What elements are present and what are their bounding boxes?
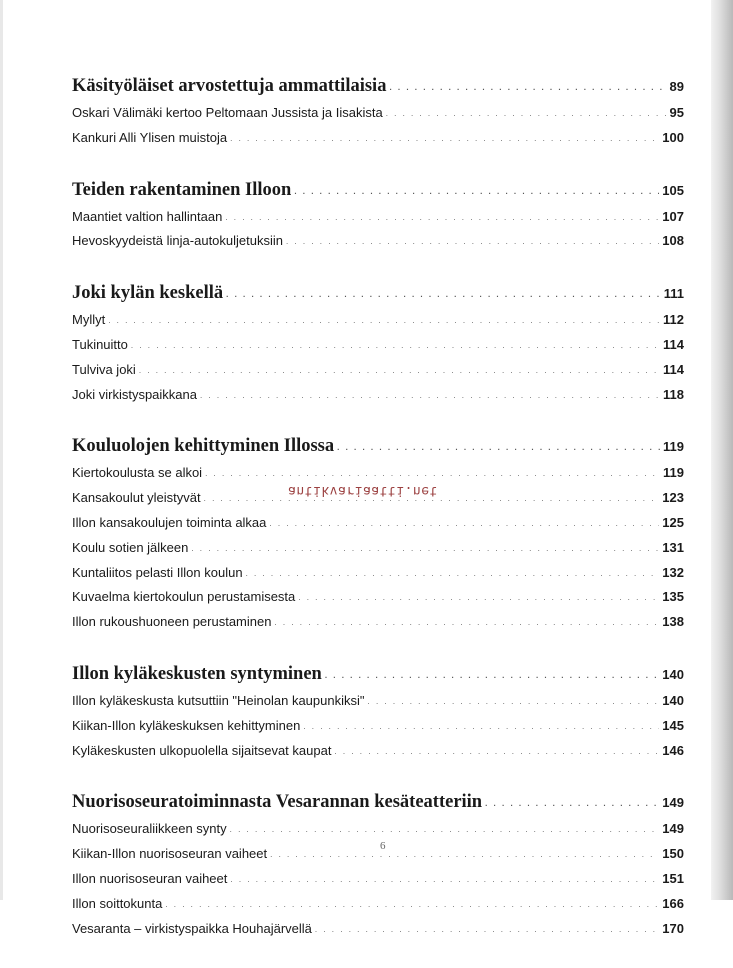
dot-leader [246, 563, 660, 586]
dot-leader [334, 741, 659, 764]
entry-title: Kiertokoulusta se alkoi [72, 465, 203, 481]
page-ref: 108 [662, 233, 684, 249]
chapter-heading [72, 74, 684, 101]
toc-entry [72, 334, 684, 359]
page-ref: 135 [662, 589, 684, 605]
page-ref: 140 [662, 692, 684, 708]
chapter-title: Kouluolojen kehittyminen Illossa [72, 436, 335, 457]
entry-title: Kuvaelma kiertokoulun perustamisesta [72, 589, 296, 605]
toc-entry [72, 893, 684, 918]
entry-title: Nuorisoseuraliikkeen synty [72, 821, 227, 837]
dot-leader [269, 513, 659, 536]
book-spine-shadow [711, 0, 733, 900]
page-ref: 107 [662, 208, 684, 224]
dot-leader [485, 792, 659, 816]
dot-leader [131, 335, 660, 358]
toc-entry [72, 818, 684, 843]
page-ref: 125 [662, 514, 684, 530]
entry-title: Kiikan-Illon nuorisoseuran vaiheet [72, 846, 268, 862]
entry-title: Illon rukoushuoneen perustaminen [72, 614, 272, 630]
toc-entry [72, 562, 684, 587]
dot-leader [230, 869, 659, 892]
entry-title: Illon soittokunta [72, 895, 163, 911]
page-ref: 95 [669, 105, 684, 120]
dot-leader [225, 207, 659, 230]
dot-leader [325, 664, 659, 688]
page-ref: 119 [663, 439, 684, 455]
entry-title: Oskari Välimäki kertoo Peltomaan Jussista ja Iisakista [72, 105, 383, 120]
dot-leader [286, 231, 659, 254]
toc-section [72, 434, 684, 636]
page-ref: 170 [662, 920, 684, 936]
chapter-heading [72, 662, 684, 689]
dot-leader [315, 919, 659, 942]
toc-entry [72, 384, 684, 409]
entry-title: Kyläkeskusten ulkopuolella sijaitsevat kaupat [72, 742, 332, 758]
toc-entry [72, 206, 684, 231]
entry-title: Maantiet valtion hallintaan [72, 208, 223, 224]
dot-leader [191, 538, 659, 561]
page-ref: 146 [662, 742, 684, 758]
toc-entry [72, 611, 684, 636]
entry-title: Hevoskyydeistä linja-autokuljetuksiin [72, 233, 283, 249]
toc-section [72, 74, 684, 152]
toc-entry [72, 843, 684, 868]
toc-entry [72, 230, 684, 255]
page-ref: 131 [662, 539, 684, 555]
toc-entry [72, 127, 684, 152]
page-ref: 119 [663, 465, 684, 481]
dot-leader [108, 310, 660, 333]
page-ref: 150 [662, 846, 684, 862]
dot-leader [139, 360, 660, 383]
chapter-heading [72, 178, 684, 205]
dot-leader [274, 612, 659, 635]
page-ref: 118 [663, 386, 684, 402]
chapter-title: Teiden rakentaminen Illoon [72, 179, 292, 200]
entry-title: Illon kyläkeskusta kutsuttiin "Heinolan kaupunkiksi" [72, 692, 365, 708]
toc-section [72, 662, 684, 764]
dot-leader [270, 844, 659, 867]
dot-leader [294, 180, 659, 204]
entry-title: Kansakoulut yleistyvät [72, 490, 201, 506]
page-ref: 132 [662, 564, 684, 580]
toc-entry [72, 868, 684, 893]
page-ref: 105 [662, 182, 684, 198]
page-ref: 123 [662, 490, 684, 506]
page-ref: 112 [663, 312, 684, 328]
dot-leader [226, 283, 661, 307]
page-ref: 151 [662, 870, 684, 886]
toc-entry [72, 102, 684, 127]
dot-leader [298, 587, 659, 610]
toc-section [72, 178, 684, 256]
page-ref: 140 [662, 666, 684, 682]
watermark-text: antikvariaatti.net [288, 483, 438, 498]
dot-leader [303, 716, 659, 739]
entry-title: Kankuri Alli Ylisen muistoja [72, 129, 228, 145]
page-ref: 145 [662, 717, 684, 733]
toc-entry [72, 359, 684, 384]
page-left-edge [0, 0, 3, 900]
page-ref: 114 [663, 361, 684, 377]
page-ref: 114 [663, 336, 684, 352]
dot-leader [165, 894, 659, 917]
dot-leader [337, 436, 660, 460]
toc-entry [72, 309, 684, 334]
chapter-title: Käsityöläiset arvostettuja ammattilaisia [72, 76, 387, 96]
entry-title: Illon nuorisoseuran vaiheet [72, 870, 228, 886]
page-ref: 100 [662, 129, 684, 145]
entry-title: Joki virkistyspaikkana [72, 386, 197, 402]
chapter-title: Nuorisoseuratoiminnasta Vesarannan kesäteatteriin [72, 792, 483, 813]
entry-title: Tukinuitto [72, 336, 128, 352]
page-number: 6 [380, 840, 386, 852]
chapter-heading [72, 281, 684, 308]
toc-entry [72, 537, 684, 562]
toc-section [72, 281, 684, 408]
chapter-title: Illon kyläkeskusten syntyminen [72, 663, 322, 684]
dot-leader [230, 819, 660, 842]
dot-leader [368, 691, 660, 714]
page-ref: 89 [669, 79, 684, 94]
entry-title: Koulu sotien jälkeen [72, 539, 189, 555]
dot-leader [386, 103, 667, 126]
toc-entry [72, 512, 684, 537]
dot-leader [230, 128, 659, 151]
entry-title: Tulviva joki [72, 361, 136, 377]
dot-leader [389, 76, 666, 100]
chapter-title: Joki kylän keskellä [72, 283, 224, 304]
page-ref: 166 [662, 895, 684, 911]
chapter-heading [72, 434, 684, 461]
toc-entry [72, 586, 684, 611]
dot-leader [200, 385, 660, 408]
chapter-heading [72, 790, 684, 817]
toc-entry [72, 715, 684, 740]
toc-entry [72, 690, 684, 715]
page-ref: 111 [663, 286, 684, 302]
table-of-contents [72, 74, 684, 968]
page-ref: 149 [662, 795, 684, 811]
toc-section [72, 790, 684, 942]
page-ref: 149 [662, 821, 684, 837]
entry-title: Illon kansakoulujen toiminta alkaa [72, 514, 267, 530]
toc-entry [72, 918, 684, 943]
entry-title: Kuntaliitos pelasti Illon koulun [72, 564, 243, 580]
entry-title: Kiikan-Illon kyläkeskuksen kehittyminen [72, 717, 301, 733]
toc-entry [72, 740, 684, 765]
page-ref: 138 [662, 614, 684, 630]
entry-title: Vesaranta – virkistyspaikka Houhajärvellä [72, 920, 312, 936]
entry-title: Myllyt [72, 312, 106, 328]
